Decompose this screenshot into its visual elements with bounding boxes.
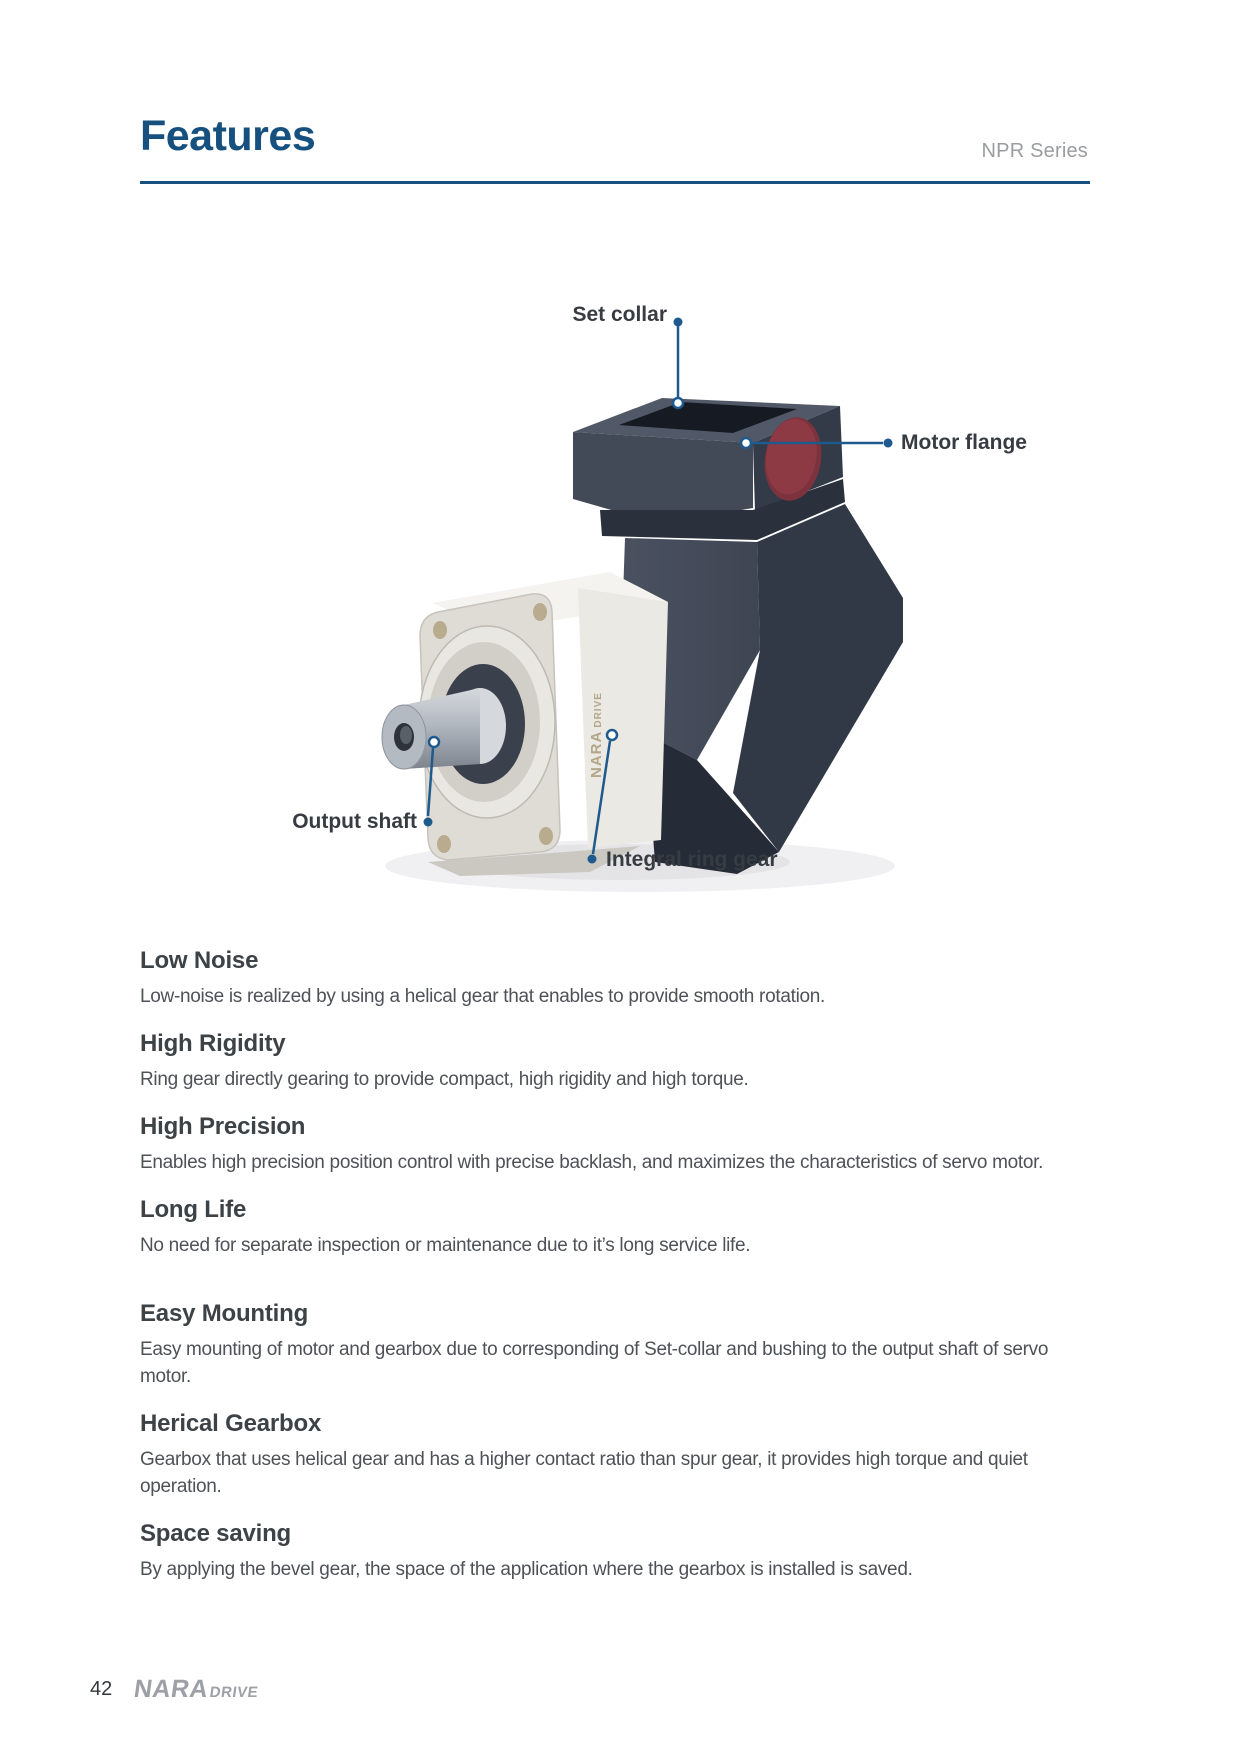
feature-low-noise [140,946,1092,1010]
feature-body: No need for separate inspection or maintenance due to it’s long service life. [140,1235,751,1256]
feature-high-rigidity [140,1029,1092,1093]
page-number: 42 [90,1678,113,1700]
feature-body: Easy mounting of motor and gearbox due to corresponding of Set-collar and bushing to the output shaft of servo motor. [140,1339,1049,1387]
feature-heading: Long Life [140,1196,247,1223]
label-integral-ring-gear: Integral ring gear [606,848,778,871]
feature-space-saving [140,1519,1092,1583]
label-set-collar: Set collar [572,303,667,326]
screw-hole [539,827,553,845]
feature-easy-mounting [140,1299,1092,1390]
feature-body: Gearbox that uses helical gear and has a higher contact ratio than spur gear, it provides high torque and quiet operation. [140,1449,1028,1497]
feature-heading: Low Noise [140,947,259,974]
brand-logo-main: NARA [132,1675,211,1703]
series-label: NPR Series [981,140,1088,162]
label-motor-flange: Motor flange [901,431,1027,454]
feature-body: By applying the bevel gear, the space of the application where the gearbox is installed is saved. [140,1559,913,1580]
feature-heading: High Rigidity [140,1030,286,1057]
callout-set-collar [673,318,683,409]
page-footer [90,1675,259,1704]
feature-body: Low-noise is realized by using a helical gear that enables to provide smooth rotation. [140,986,826,1007]
feature-long-life [140,1195,1092,1259]
feature-body: Ring gear directly gearing to provide compact, high rigidity and high torque. [140,1069,749,1090]
screw-hole [433,621,447,639]
feature-heading: High Precision [140,1113,306,1140]
brand-logo-suffix: DRIVE [208,1684,260,1701]
screw-hole [533,603,547,621]
screw-hole [437,835,451,853]
feature-body: Enables high precision position control with precise backlash, and maximizes the characteristics of servo motor. [140,1152,1044,1173]
label-output-shaft: Output shaft [292,810,417,833]
feature-heading: Space saving [140,1520,292,1547]
brand-logo [132,1675,261,1704]
output-shaft [382,688,480,769]
housing-brand-text: NARADRIVE [588,692,605,778]
feature-heading: Easy Mounting [140,1300,309,1327]
gearbox-illustration [382,398,903,876]
features-list [140,946,1092,1602]
page-title: Features [140,112,316,160]
feature-herical-gearbox [140,1409,1092,1500]
feature-heading: Herical Gearbox [140,1410,322,1437]
feature-high-precision [140,1112,1092,1176]
